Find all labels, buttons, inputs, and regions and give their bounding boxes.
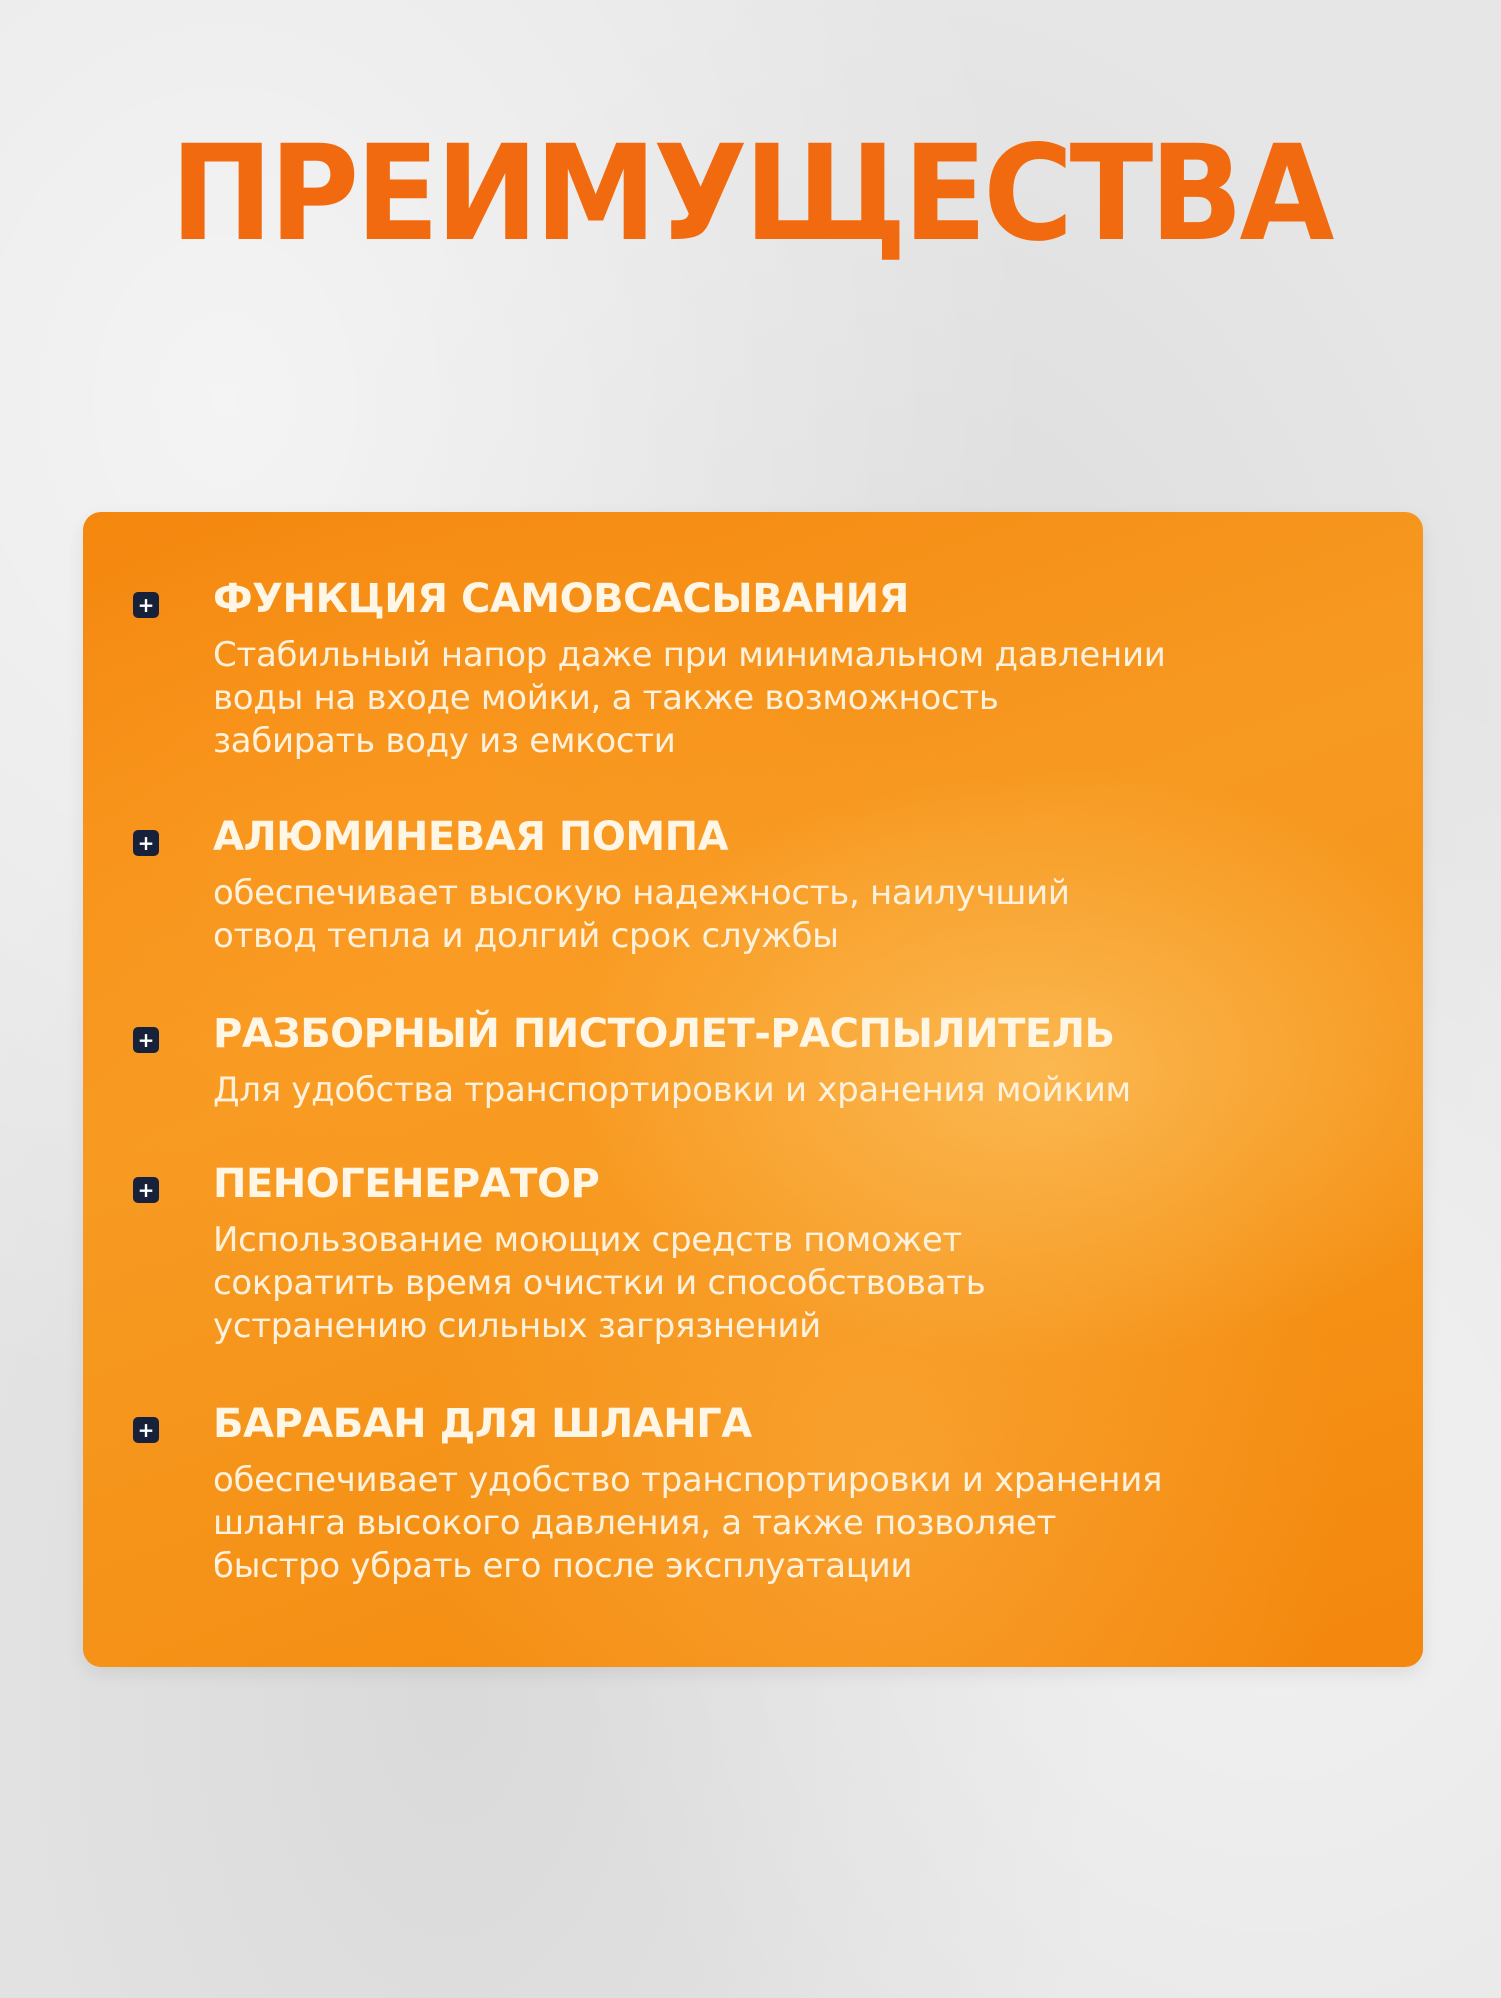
advantage-title: АЛЮМИНЕВАЯ ПОМПА — [213, 814, 729, 860]
advantage-description: Для удобства транспортировки и хранения мойким — [213, 1070, 1131, 1110]
plus-icon: + — [133, 830, 159, 856]
advantages-panel — [83, 512, 1423, 1667]
advantage-description: Стабильный напор даже при минимальном давлении воды на входе мойки, а также возможность забирать воду из емкости — [213, 635, 1166, 761]
plus-icon: + — [133, 1417, 159, 1443]
advantage-description: Использование моющих средств поможет сократить время очистки и способствовать устранению сильных загрязнений — [213, 1220, 986, 1346]
advantage-title: РАЗБОРНЫЙ ПИСТОЛЕТ-РАСПЫЛИТЕЛЬ — [213, 1011, 1115, 1057]
advantage-description: обеспечивает удобство транспортировки и хранения шланга высокого давления, а также позволяет быстро убрать его после эксплуатации — [213, 1460, 1163, 1586]
plus-icon: + — [133, 592, 159, 618]
advantage-title: ПЕНОГЕНЕРАТОР — [213, 1161, 600, 1207]
advantage-title: ФУНКЦИЯ САМОВСАСЫВАНИЯ — [213, 576, 909, 622]
advantage-description: обеспечивает высокую надежность, наилучший отвод тепла и долгий срок службы — [213, 873, 1070, 956]
plus-icon: + — [133, 1177, 159, 1203]
page-title: ПРЕИМУЩЕСТВА — [170, 117, 1331, 271]
plus-icon: + — [133, 1027, 159, 1053]
advantage-title: БАРАБАН ДЛЯ ШЛАНГА — [213, 1401, 752, 1447]
